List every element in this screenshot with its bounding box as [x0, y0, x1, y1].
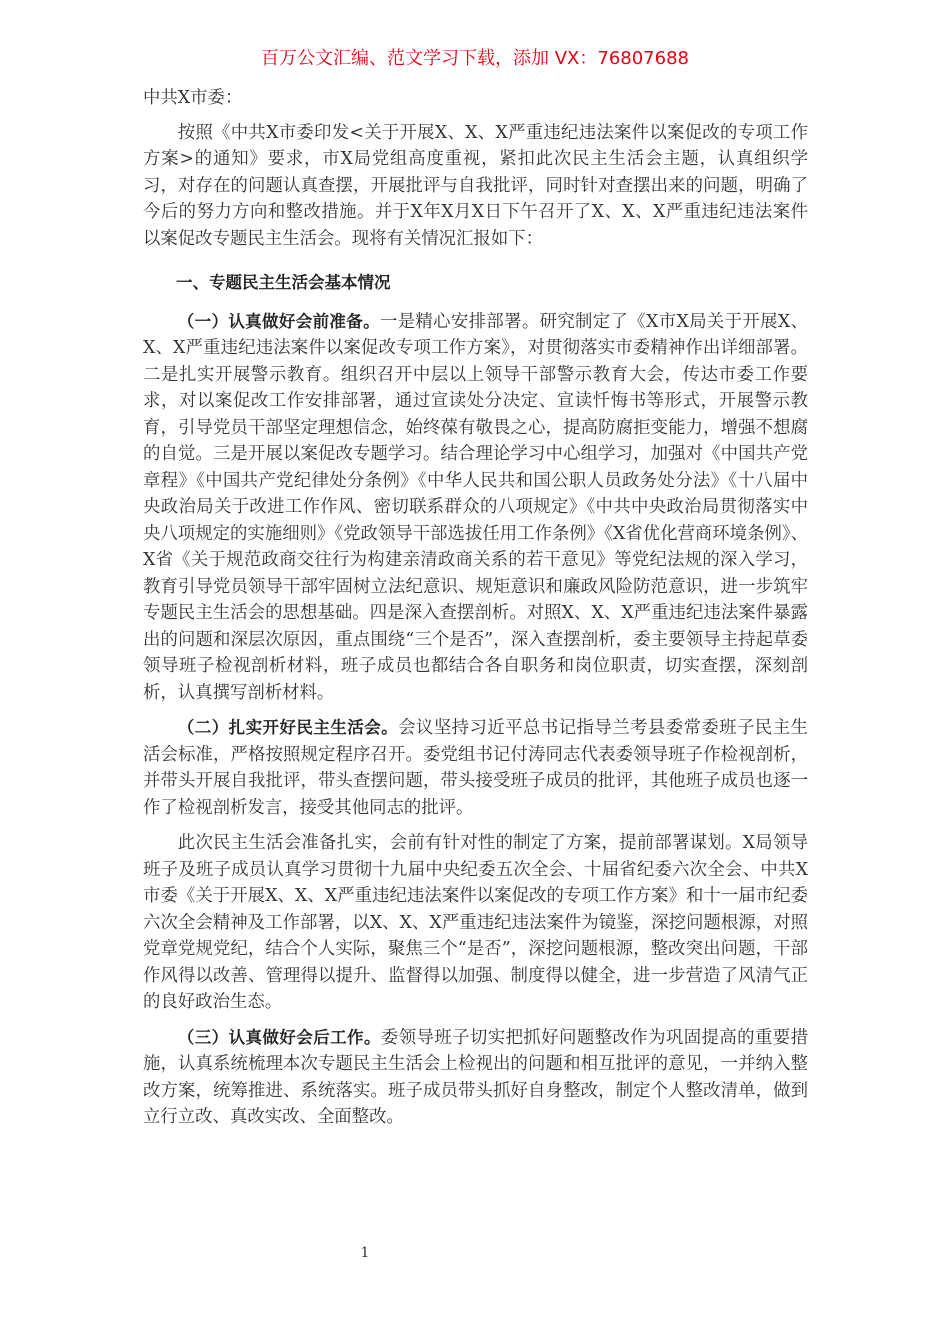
subsection-2-paragraph	[143, 715, 808, 821]
salutation: 中共X市委：	[143, 88, 243, 108]
subsection-2-body: 会议坚持习近平总书记指导兰考县委常委班子民主生活会标准，严格按照规定程序召开。委党组书记付涛同志代表委领导班子作检视剖析，并带头开展自我批评，带头查摆问题，带头接受班子成员的批评，其他班子成员也逐一作了检视剖析发言，接受其他同志的批评。	[143, 718, 808, 818]
summary-paragraph: 此次民主生活会准备扎实，会前有针对性的制定了方案，提前部署谋划。X局领导班子及班子成员认真学习贯彻十九届中央纪委五次全会、十届省纪委六次全会、中共X市委《关于开展X、X、X严重违纪违法案件以案促改的专项工作方案》和十一届市纪委六次全会精神及工作部署，以X、X、X严重违纪违法案件为镜鉴，深挖问题根源，对照党章党规党纪，结合个人实际，聚焦三个“是否”，深挖问题根源，整改突出问题，干部作风得以改善、管理得以提升、监督得以加强、制度得以健全，进一步营造了风清气正的良好政治生态。	[143, 833, 808, 1012]
subsection-1-body: 一是精心安排部署。研究制定了《X市X局关于开展X、X、X严重违纪违法案件以案促改专项工作方案》，对贯彻落实市委精神作出详细部署。二是扎实开展警示教育。组织召开中层以上领导干部警示教育大会，传达市委工作要求，对以案促改工作安排部署，通过宣读处分决定、宣读忏悔书等形式，开展警示教育，引导党员干部坚定理想信念，始终葆有敬畏之心，提高防腐拒变能力，增强不想腐的自觉。三是开展以案促改专题学习。结合理论学习中心组学习，加强对《中国共产党章程》《中国共产党纪律处分条例》《中华人民共和国公职人员政务处分法》《十八届中央政治局关于改进工作作风、密切联系群众的八项规定》《中共中央政治局贯彻落实中央八项规定的实施细则》《党政领导干部选拔任用工作条例》《X省优化营商环境条例》、X省《关于规范政商交往行为构建亲清政商关系的若干意见》等党纪法规的深入学习，教育引导党员领导干部牢固树立法纪意识、规矩意识和廉政风险防范意识，进一步筑牢专题民主生活会的思想基础。四是深入查摆剖析。对照X、X、X严重违纪违法案件暴露出的问题和深层次原因，重点围绕“三个是否”，深入查摆剖析，委主要领导主持起草委领导班子检视剖析材料，班子成员也都结合各自职务和岗位职责，切实查摆，深刻剖析，认真撰写剖析材料。	[143, 311, 808, 703]
section-heading-1: 一、专题民主生活会基本情况	[176, 273, 391, 292]
subsection-3-title: （三）认真做好会后工作。	[177, 1027, 381, 1047]
subsection-1-paragraph	[143, 309, 808, 707]
watermark-banner: 百万公文汇编、范文学习下载，添加 VX：76807688	[261, 48, 689, 69]
intro-paragraph: 按照《中共X市委印发<关于开展X、X、X严重违纪违法案件以案促改的专项工作方案>的通知》要求，市X局党组高度重视，紧扣此次民主生活会主题，认真组织学习，对存在的问题认真查摆，开展批评与自我批评，同时针对查摆出来的问题，明确了今后的努力方向和整改措施。并于X年X月X日下午召开了X、X、X严重违纪违法案件以案促改专题民主生活会。现将有关情况汇报如下：	[143, 122, 808, 249]
subsection-3-body: 委领导班子切实把抓好问题整改作为巩固提高的重要措施，认真系统梳理本次专题民主生活会上检视出的问题和相互批评的意见，一并纳入整改方案，统筹推进、系统落实。班子成员带头抓好自身整改，制定个人整改清单，做到立行立改、真改实改、全面整改。	[143, 1027, 809, 1127]
subsection-2-title: （二）扎实开好民主生活会。	[177, 718, 399, 737]
page-number: 1	[360, 1245, 370, 1261]
document-page	[143, 85, 808, 1140]
subsection-3-paragraph	[143, 1025, 808, 1131]
subsection-1-title: （一）认真做好会前准备。	[177, 311, 380, 331]
